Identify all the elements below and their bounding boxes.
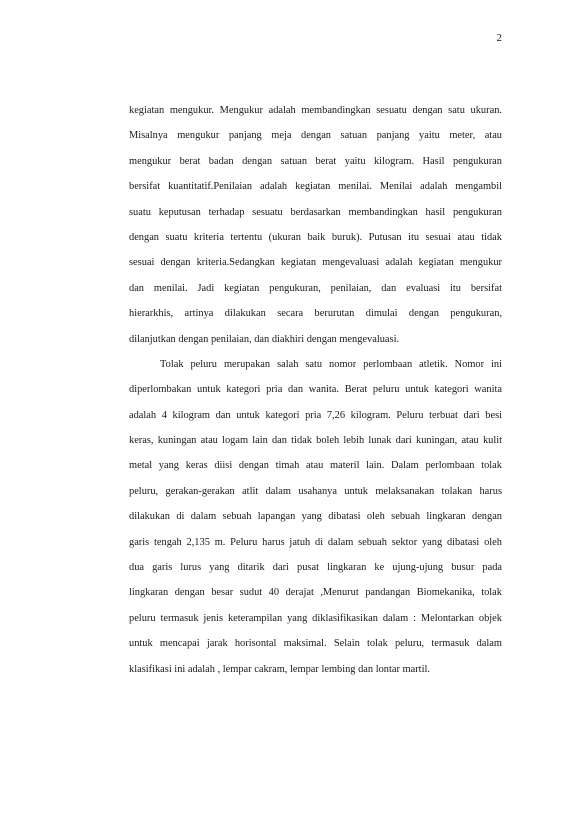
- text-line: lingkaran dengan besar sudut 40 derajat ,Menurut pandangan Biomekanika, tolak: [129, 587, 502, 599]
- text-line: bersifat kuantitatif.Penilaian adalah kegiatan menilai. Menilai adalah mengambil: [129, 181, 502, 193]
- page-number: 2: [496, 32, 502, 44]
- text-line: Tolak peluru merupakan salah satu nomor perlombaan atletik. Nomor ini: [160, 358, 502, 370]
- text-line: untuk mencapai jarak horisontal maksimal. Selain tolak peluru, termasuk dalam: [129, 638, 502, 650]
- text-line: peluru termasuk jenis keterampilan yang diklasifikasikan dalam : Melontarkan objek: [129, 612, 502, 624]
- text-line: dilakukan di dalam sebuah lapangan yang dibatasi oleh sebuah lingkaran dengan: [129, 511, 502, 523]
- text-line: sesuai dengan kriteria.Sedangkan kegiatan mengevaluasi adalah kegiatan mengukur: [129, 257, 502, 269]
- text-line: suatu keputusan terhadap sesuatu berdasarkan membandingkan hasil pengukuran: [129, 206, 502, 218]
- text-line: keras, kuningan atau logam lain dan tidak boleh lebih lunak dari kuningan, atau kulit: [129, 435, 502, 447]
- body-text: [129, 98, 502, 682]
- text-line: diperlombakan untuk kategori pria dan wanita. Berat peluru untuk kategori wanita: [129, 384, 502, 396]
- text-line: dua garis lurus yang ditarik dari pusat lingkaran ke ujung-ujung busur pada: [129, 562, 502, 574]
- paragraph-2: [129, 352, 502, 682]
- text-line: peluru, gerakan-gerakan atlit dalam usahanya untuk melaksanakan tolakan harus: [129, 485, 502, 497]
- text-line: hierarkhis, artinya dilakukan secara berurutan dimulai dengan pengukuran,: [129, 308, 502, 320]
- paragraph-1: [129, 98, 502, 352]
- text-line: dilanjutkan dengan penilaian, dan diakhiri dengan mengevaluasi.: [129, 333, 400, 345]
- text-line: dengan suatu kriteria tertentu (ukuran baik buruk). Putusan itu sesuai atau tidak: [129, 231, 502, 243]
- text-line: metal yang keras diisi dengan timah atau materil lain. Dalam perlombaan tolak: [129, 460, 502, 472]
- text-line: mengukur berat badan dengan satuan berat yaitu kilogram. Hasil pengukuran: [129, 155, 502, 167]
- text-line: kegiatan mengukur. Mengukur adalah membandingkan sesuatu dengan satu ukuran.: [129, 105, 502, 116]
- text-line: garis tengah 2,135 m. Peluru harus jatuh di dalam sebuah sektor yang dibatasi oleh: [129, 536, 502, 548]
- text-line: dan menilai. Jadi kegiatan pengukuran, penilaian, dan evaluasi itu bersifat: [129, 282, 502, 294]
- text-line: Misalnya mengukur panjang meja dengan satuan panjang yaitu meter, atau: [129, 130, 502, 142]
- text-line: klasifikasi ini adalah , lempar cakram, lempar lembing dan lontar martil.: [129, 663, 430, 675]
- text-line: adalah 4 kilogram dan untuk kategori pria 7,26 kilogram. Peluru terbuat dari besi: [129, 409, 502, 421]
